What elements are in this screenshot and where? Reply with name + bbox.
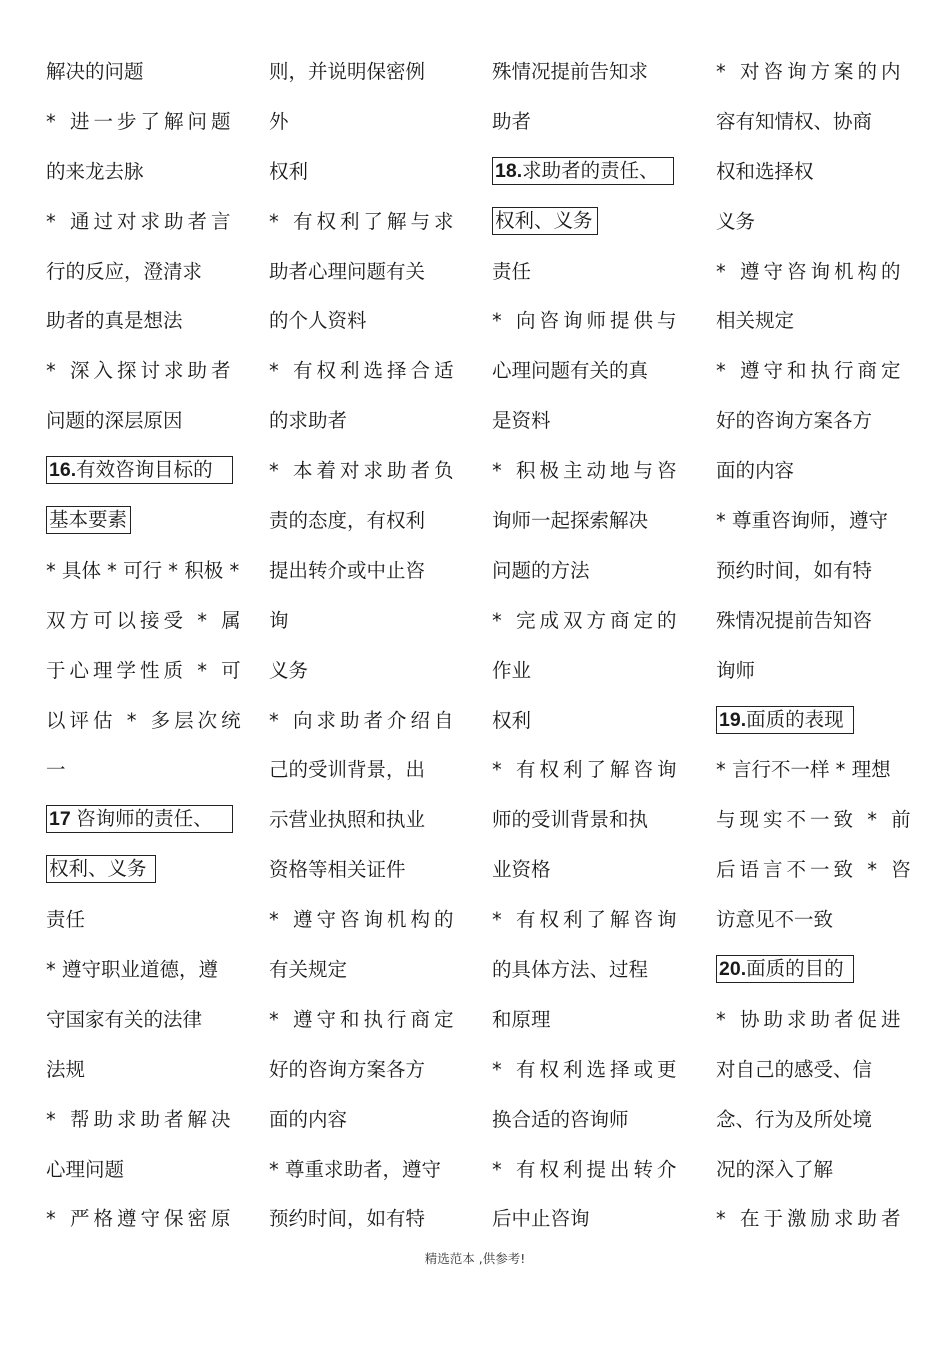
- text-line: 法规: [46, 1057, 86, 1081]
- text-line: 的具体方法、过程: [492, 958, 649, 982]
- text-line: * 积极主动地与咨: [492, 459, 681, 483]
- text-line: * 有权利了解咨询: [492, 908, 681, 932]
- text-line: 换合适的咨询师: [492, 1107, 629, 1131]
- text-line: * 遵守咨询机构的: [716, 259, 905, 283]
- text-line: * 遵守咨询机构的: [269, 908, 458, 932]
- text-line: * 通过对求助者言: [46, 209, 235, 233]
- text-line: 念、行为及所处境: [716, 1107, 873, 1131]
- text-line: 义务: [716, 209, 756, 233]
- text-line: 相关规定: [716, 309, 795, 333]
- text-line: * 协助求助者促进: [716, 1007, 905, 1031]
- text-line: 是资料: [492, 409, 551, 433]
- text-line: 与现实不一致 * 前: [716, 808, 915, 832]
- section-number: 17: [49, 808, 77, 831]
- section-title: 面质的目的: [746, 957, 844, 981]
- text-line: 况的深入了解: [716, 1157, 834, 1181]
- text-line: * 有权利了解咨询: [492, 758, 681, 782]
- text-line: * 尊重求助者，遵守: [269, 1157, 441, 1181]
- section-heading-line: [716, 696, 916, 746]
- text-line: 容有知情权、协商: [716, 109, 873, 133]
- text-line: 示营业执照和执业: [269, 808, 426, 832]
- text-line: 责任: [492, 259, 532, 283]
- text-line: * 帮助求助者解决: [46, 1107, 235, 1131]
- section-heading: [716, 706, 854, 734]
- text-line: 后语言不一致 * 咨: [716, 858, 915, 882]
- text-line: * 向求助者介绍自: [269, 708, 458, 732]
- section-title: 权利、义务: [49, 857, 147, 881]
- text-line: 行的反应，澄清求: [46, 259, 203, 283]
- page-footer: 精选范本 ,供参考!: [424, 1251, 526, 1266]
- text-line: * 本着对求助者负: [269, 459, 458, 483]
- text-line: * 向咨询师提供与: [492, 309, 681, 333]
- text-line: * 尊重咨询师，遵守: [716, 509, 888, 533]
- section-heading: [492, 157, 674, 185]
- text-line: 己的受训背景，出: [269, 758, 426, 782]
- text-line: * 有权利选择或更: [492, 1057, 681, 1081]
- section-heading-line: [46, 496, 246, 546]
- text-line: 权利: [492, 708, 532, 732]
- text-line: 的求助者: [269, 409, 348, 433]
- text-line: * 言行不一样 * 理想: [716, 758, 891, 782]
- section-heading: [46, 506, 131, 534]
- section-title: 基本要素: [49, 508, 128, 532]
- text-line: * 严格遵守保密原: [46, 1207, 235, 1231]
- section-heading: [492, 207, 598, 235]
- text-line: 预约时间，如有特: [269, 1207, 426, 1231]
- text-line: 双方可以接受 * 属: [46, 608, 245, 632]
- text-line: 责的态度，有权利: [269, 509, 426, 533]
- text-line: 业资格: [492, 858, 551, 882]
- text-line: 好的咨询方案各方: [716, 409, 873, 433]
- text-line: * 有权利提出转介: [492, 1157, 681, 1181]
- text-line: 权利: [269, 159, 309, 183]
- text-line: * 有权利选择合适: [269, 359, 458, 383]
- text-line: 助者: [492, 109, 532, 133]
- section-heading-line: [46, 446, 246, 496]
- text-line: 和原理: [492, 1007, 551, 1031]
- text-line: 责任: [46, 908, 86, 932]
- text-line: 有关规定: [269, 958, 348, 982]
- section-title: 权利、义务: [495, 208, 593, 232]
- text-column-4: [716, 47, 916, 1244]
- text-line: 心理问题有关的真: [492, 359, 649, 383]
- section-title: 求助者的责任、: [522, 158, 659, 182]
- text-line: 的来龙去脉: [46, 159, 144, 183]
- text-line: 助者的真是想法: [46, 309, 183, 333]
- text-line: 面的内容: [269, 1107, 348, 1131]
- section-title: 咨询师的责任、: [76, 807, 213, 831]
- text-column-3: [492, 47, 692, 1244]
- text-line: * 完成双方商定的: [492, 608, 681, 632]
- text-line: 于心理学性质 * 可: [46, 658, 245, 682]
- text-line: 以评估 * 多层次统: [46, 708, 245, 732]
- text-line: 预约时间，如有特: [716, 558, 873, 582]
- text-line: 提出转介或中止咨: [269, 558, 426, 582]
- text-line: 助者心理问题有关: [269, 259, 426, 283]
- text-column-2: [269, 47, 469, 1244]
- text-line: 解决的问题: [46, 60, 144, 83]
- text-line: * 遵守和执行商定: [716, 359, 905, 383]
- text-line: 师的受训背景和执: [492, 808, 649, 832]
- text-line: 一: [46, 758, 66, 782]
- section-heading: [716, 955, 854, 983]
- text-line: 问题的深层原因: [46, 409, 183, 433]
- text-line: 权和选择权: [716, 159, 814, 183]
- section-number: 19.: [719, 708, 747, 731]
- text-line: * 进一步了解问题: [46, 109, 235, 133]
- section-number: 16.: [49, 459, 77, 482]
- section-number: 18.: [495, 159, 523, 182]
- text-line: 询: [269, 608, 289, 632]
- section-title: 面质的表现: [746, 707, 844, 731]
- text-line: 外: [269, 109, 289, 133]
- section-heading-line: [492, 147, 692, 197]
- text-column-1: [46, 47, 246, 1244]
- section-heading-line: [716, 945, 916, 995]
- text-line: * 有权利了解与求: [269, 209, 458, 233]
- text-line: 殊情况提前告知求: [492, 60, 649, 83]
- text-line: 心理问题: [46, 1157, 125, 1181]
- text-line: 好的咨询方案各方: [269, 1057, 426, 1081]
- text-line: 询师一起探索解决: [492, 509, 649, 533]
- text-line: 作业: [492, 658, 532, 682]
- text-line: 对自己的感受、信: [716, 1057, 873, 1081]
- text-line: 面的内容: [716, 459, 795, 483]
- text-line: * 对咨询方案的内: [716, 60, 905, 83]
- section-heading: [46, 456, 233, 484]
- text-line: * 具体 * 可行 * 积极 *: [46, 558, 240, 582]
- text-line: 访意见不一致: [716, 908, 834, 932]
- text-line: * 遵守和执行商定: [269, 1007, 458, 1031]
- text-line: 后中止咨询: [492, 1207, 590, 1231]
- text-line: 殊情况提前告知咨: [716, 608, 873, 632]
- section-number: 20.: [719, 958, 747, 981]
- text-line: * 遵守职业道德，遵: [46, 958, 218, 982]
- text-line: * 深入探讨求助者: [46, 359, 235, 383]
- text-line: 问题的方法: [492, 558, 590, 582]
- text-line: * 在于激励求助者: [716, 1207, 905, 1231]
- text-line: 守国家有关的法律: [46, 1007, 203, 1031]
- text-line: 的个人资料: [269, 309, 367, 333]
- section-heading-line: [492, 197, 692, 247]
- section-heading-line: [46, 845, 246, 895]
- text-line: 义务: [269, 658, 309, 682]
- text-line: 询师: [716, 658, 756, 682]
- section-heading-line: [46, 795, 246, 845]
- section-heading: [46, 805, 233, 833]
- text-line: 则，并说明保密例: [269, 60, 426, 83]
- text-line: 资格等相关证件: [269, 858, 406, 882]
- section-heading: [46, 855, 156, 883]
- section-title: 有效咨询目标的: [76, 458, 213, 482]
